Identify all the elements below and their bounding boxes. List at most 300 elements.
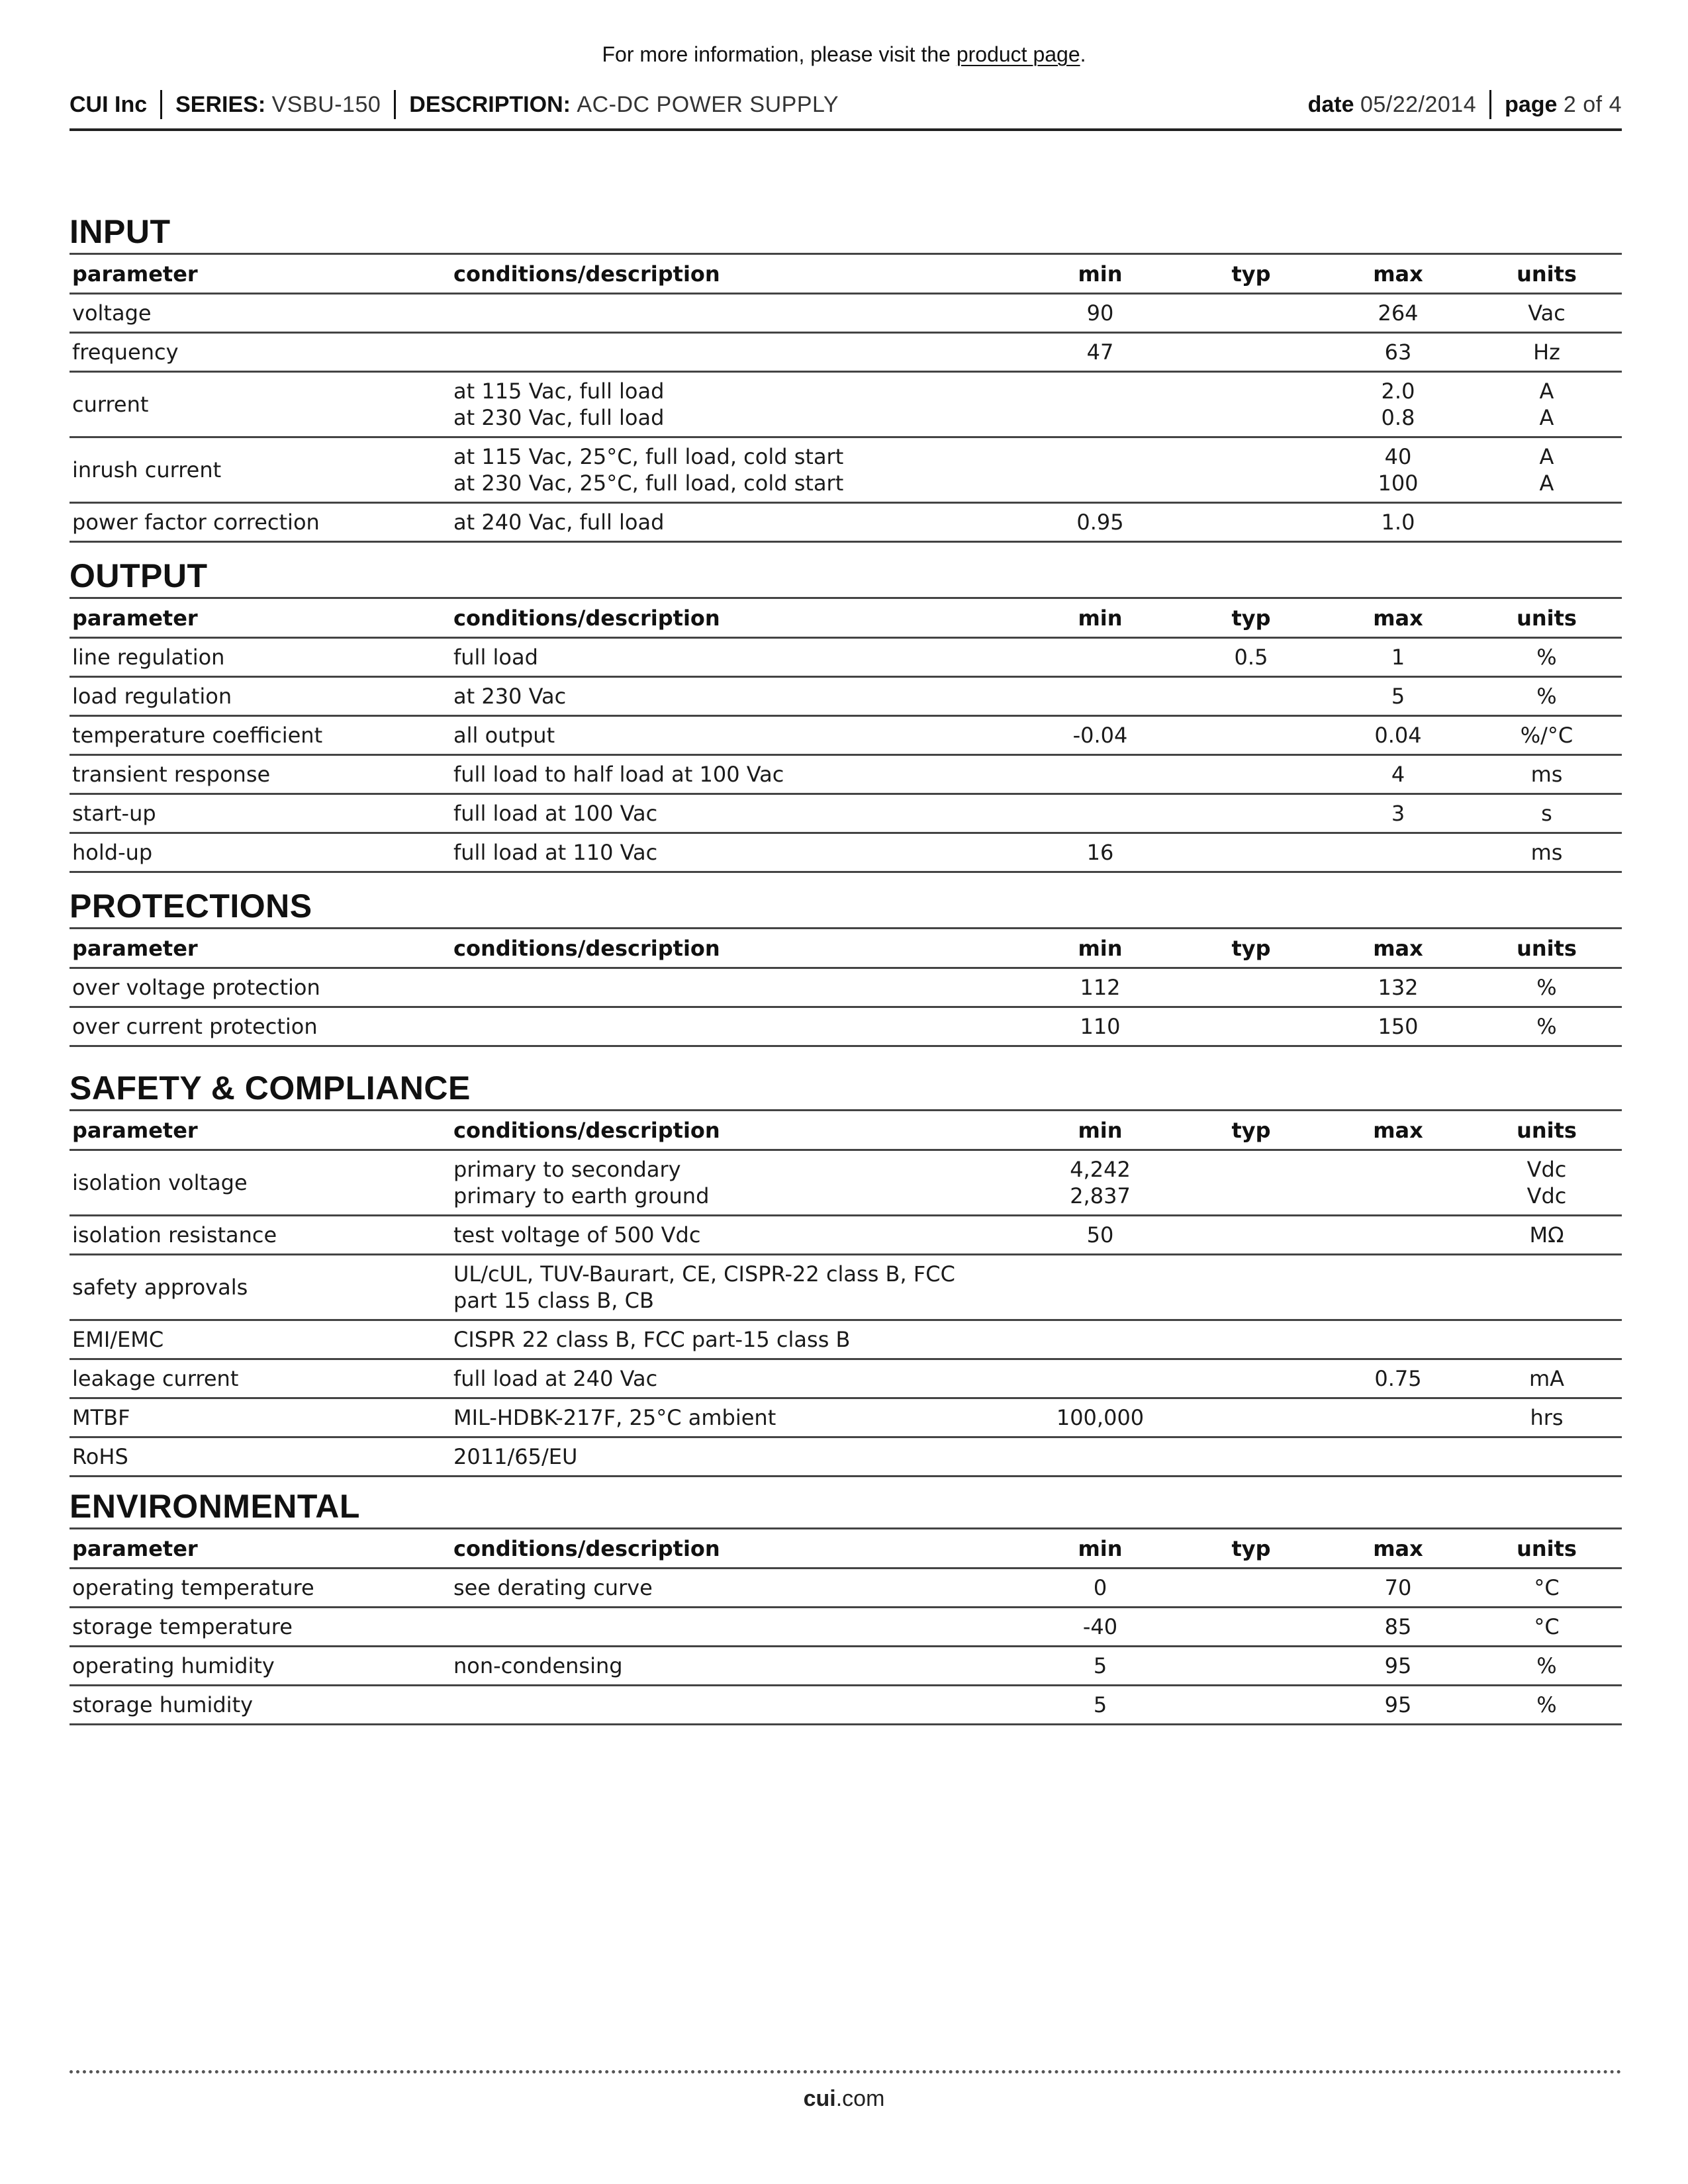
cell-units bbox=[1472, 1150, 1622, 1216]
cell-line: 1 bbox=[1391, 645, 1405, 670]
cell-line: 0.95 bbox=[1076, 510, 1124, 535]
table-header-row bbox=[70, 1529, 1622, 1569]
cell-conditions bbox=[451, 968, 1023, 1007]
top-note-suffix: . bbox=[1080, 42, 1086, 66]
cell-conditions bbox=[451, 1216, 1023, 1255]
cell-units bbox=[1472, 503, 1622, 542]
cell-parameter: isolation voltage bbox=[70, 1150, 451, 1216]
cell-conditions bbox=[451, 638, 1023, 677]
cell-min bbox=[1023, 1686, 1178, 1725]
column-header-units: units bbox=[1472, 1529, 1622, 1569]
column-header-parameter: parameter bbox=[70, 1529, 451, 1569]
cell-parameter: hold-up bbox=[70, 833, 451, 872]
cell-line: % bbox=[1536, 1014, 1557, 1039]
cell-line: UL/cUL, TUV-Baurart, CE, CISPR-22 class B, FCC bbox=[453, 1261, 955, 1287]
header-rule bbox=[70, 128, 1622, 131]
cell-units bbox=[1472, 437, 1622, 503]
cell-parameter: load regulation bbox=[70, 677, 451, 716]
cell-typ bbox=[1178, 1686, 1325, 1725]
table-row bbox=[70, 1359, 1622, 1398]
cell-units bbox=[1472, 1608, 1622, 1647]
column-header-parameter: parameter bbox=[70, 254, 451, 294]
column-header-max: max bbox=[1325, 1529, 1472, 1569]
cell-max bbox=[1325, 833, 1472, 872]
cell-line: % bbox=[1536, 975, 1557, 1000]
cell-line: MΩ bbox=[1529, 1222, 1564, 1248]
cell-line: 0.8 bbox=[1381, 405, 1415, 430]
cell-units bbox=[1472, 638, 1622, 677]
cell-max bbox=[1325, 1255, 1472, 1320]
cell-units bbox=[1472, 1216, 1622, 1255]
cell-min bbox=[1023, 1437, 1178, 1477]
cell-conditions bbox=[451, 1359, 1023, 1398]
description-value: AC-DC POWER SUPPLY bbox=[577, 91, 839, 117]
cell-line: ms bbox=[1530, 840, 1563, 865]
cell-conditions bbox=[451, 372, 1023, 437]
cell-units bbox=[1472, 794, 1622, 833]
cell-units bbox=[1472, 372, 1622, 437]
cell-line: CISPR 22 class B, FCC part-15 class B bbox=[453, 1327, 851, 1352]
table-row bbox=[70, 968, 1622, 1007]
column-header-units: units bbox=[1472, 598, 1622, 638]
cell-line: 50 bbox=[1086, 1222, 1114, 1248]
cell-line: hrs bbox=[1530, 1405, 1564, 1430]
cell-parameter: inrush current bbox=[70, 437, 451, 503]
column-header-max: max bbox=[1325, 254, 1472, 294]
table-row bbox=[70, 1320, 1622, 1359]
footer bbox=[0, 2086, 1688, 2112]
cell-parameter: voltage bbox=[70, 294, 451, 333]
cell-typ bbox=[1178, 1255, 1325, 1320]
series-label: SERIES: bbox=[175, 91, 266, 117]
top-note-text: For more information, please visit the bbox=[602, 42, 951, 66]
cell-typ bbox=[1178, 294, 1325, 333]
cell-line: full load at 110 Vac bbox=[453, 840, 658, 865]
cell-line: 5 bbox=[1391, 684, 1405, 709]
cell-max bbox=[1325, 1398, 1472, 1437]
footer-divider bbox=[70, 2070, 1622, 2073]
section-environmental bbox=[70, 1485, 1622, 1725]
section-title: ENVIRONMENTAL bbox=[70, 1488, 360, 1525]
cell-conditions bbox=[451, 1150, 1023, 1216]
section-safety-compliance bbox=[70, 1067, 1622, 1477]
cell-conditions bbox=[451, 716, 1023, 755]
cell-line: 95 bbox=[1384, 1653, 1412, 1678]
table-row bbox=[70, 1007, 1622, 1046]
table-header-row bbox=[70, 254, 1622, 294]
cell-min bbox=[1023, 1608, 1178, 1647]
table-row bbox=[70, 1255, 1622, 1320]
cell-line: full load to half load at 100 Vac bbox=[453, 762, 784, 787]
cell-conditions bbox=[451, 437, 1023, 503]
cell-min bbox=[1023, 968, 1178, 1007]
cell-units bbox=[1472, 677, 1622, 716]
cell-typ bbox=[1178, 833, 1325, 872]
table-row bbox=[70, 372, 1622, 437]
cell-parameter: operating temperature bbox=[70, 1569, 451, 1608]
table-header-row bbox=[70, 1111, 1622, 1150]
cell-conditions bbox=[451, 333, 1023, 372]
cell-min bbox=[1023, 503, 1178, 542]
column-header-units: units bbox=[1472, 254, 1622, 294]
table-row bbox=[70, 437, 1622, 503]
cell-line: 0 bbox=[1093, 1575, 1107, 1600]
cell-line: 3 bbox=[1391, 801, 1405, 826]
cell-max bbox=[1325, 503, 1472, 542]
cell-parameter: EMI/EMC bbox=[70, 1320, 451, 1359]
cell-line: A bbox=[1539, 379, 1554, 404]
cell-max bbox=[1325, 294, 1472, 333]
cell-parameter: over voltage protection bbox=[70, 968, 451, 1007]
cell-units bbox=[1472, 1686, 1622, 1725]
cell-parameter: current bbox=[70, 372, 451, 437]
cell-min bbox=[1023, 437, 1178, 503]
column-header-min: min bbox=[1023, 929, 1178, 968]
cell-line: A bbox=[1539, 471, 1554, 496]
cell-line: primary to earth ground bbox=[453, 1183, 710, 1208]
cell-line: 1.0 bbox=[1381, 510, 1415, 535]
cell-line: at 230 Vac, 25°C, full load, cold start bbox=[453, 471, 844, 496]
spec-table bbox=[70, 1109, 1622, 1477]
spec-table bbox=[70, 597, 1622, 873]
cell-min bbox=[1023, 1569, 1178, 1608]
cell-conditions bbox=[451, 833, 1023, 872]
cell-max bbox=[1325, 968, 1472, 1007]
cell-min bbox=[1023, 1647, 1178, 1686]
section-title: PROTECTIONS bbox=[70, 887, 312, 925]
cell-conditions bbox=[451, 1398, 1023, 1437]
spec-table bbox=[70, 1527, 1622, 1725]
cell-line: 132 bbox=[1378, 975, 1419, 1000]
column-header-conditions: conditions/description bbox=[451, 1111, 1023, 1150]
column-header-typ: typ bbox=[1178, 929, 1325, 968]
cell-typ bbox=[1178, 503, 1325, 542]
table-row bbox=[70, 1398, 1622, 1437]
column-header-min: min bbox=[1023, 1111, 1178, 1150]
cell-min bbox=[1023, 1359, 1178, 1398]
cell-typ bbox=[1178, 1216, 1325, 1255]
cell-line: at 230 Vac, full load bbox=[453, 405, 665, 430]
cell-parameter: frequency bbox=[70, 333, 451, 372]
cell-line: 0.5 bbox=[1234, 645, 1268, 670]
cell-line: A bbox=[1539, 444, 1554, 469]
cell-max bbox=[1325, 1437, 1472, 1477]
cell-line: full load at 240 Vac bbox=[453, 1366, 658, 1391]
cell-units bbox=[1472, 333, 1622, 372]
cell-line: 264 bbox=[1378, 300, 1419, 326]
cell-line: part 15 class B, CB bbox=[453, 1288, 654, 1313]
table-row bbox=[70, 1686, 1622, 1725]
cell-typ bbox=[1178, 1569, 1325, 1608]
cell-line: 2,837 bbox=[1070, 1183, 1131, 1208]
cell-line: 100 bbox=[1378, 471, 1419, 496]
cell-line: 2011/65/EU bbox=[453, 1444, 578, 1469]
cell-units bbox=[1472, 1359, 1622, 1398]
cell-parameter: storage humidity bbox=[70, 1686, 451, 1725]
cell-conditions bbox=[451, 794, 1023, 833]
cell-line: 150 bbox=[1378, 1014, 1419, 1039]
cell-line: 2.0 bbox=[1381, 379, 1415, 404]
cell-units bbox=[1472, 1398, 1622, 1437]
cell-parameter: line regulation bbox=[70, 638, 451, 677]
column-header-units: units bbox=[1472, 1111, 1622, 1150]
cell-max bbox=[1325, 716, 1472, 755]
cell-line: s bbox=[1541, 801, 1552, 826]
cell-min bbox=[1023, 333, 1178, 372]
cell-line: 47 bbox=[1086, 340, 1114, 365]
column-header-max: max bbox=[1325, 929, 1472, 968]
table-row bbox=[70, 716, 1622, 755]
cell-line: 16 bbox=[1086, 840, 1114, 865]
cell-line: Hz bbox=[1533, 340, 1560, 365]
cell-conditions bbox=[451, 1569, 1023, 1608]
cell-min bbox=[1023, 638, 1178, 677]
cell-typ bbox=[1178, 968, 1325, 1007]
cell-line: full load bbox=[453, 645, 538, 670]
cell-line: 70 bbox=[1384, 1575, 1412, 1600]
cell-max bbox=[1325, 1320, 1472, 1359]
cell-parameter: power factor correction bbox=[70, 503, 451, 542]
table-row bbox=[70, 1608, 1622, 1647]
section-title: INPUT bbox=[70, 213, 171, 250]
cell-typ bbox=[1178, 716, 1325, 755]
cell-conditions bbox=[451, 503, 1023, 542]
cell-max bbox=[1325, 1150, 1472, 1216]
cell-typ bbox=[1178, 1398, 1325, 1437]
cell-line: Vdc bbox=[1526, 1183, 1567, 1208]
cell-max bbox=[1325, 794, 1472, 833]
cell-line: non-condensing bbox=[453, 1653, 623, 1678]
cell-parameter: safety approvals bbox=[70, 1255, 451, 1320]
column-header-units: units bbox=[1472, 929, 1622, 968]
description-label: DESCRIPTION: bbox=[409, 91, 571, 117]
cell-line: 4 bbox=[1391, 762, 1405, 787]
cell-typ bbox=[1178, 1359, 1325, 1398]
cell-conditions bbox=[451, 1647, 1023, 1686]
cell-conditions bbox=[451, 1608, 1023, 1647]
cell-line: test voltage of 500 Vdc bbox=[453, 1222, 701, 1248]
cell-typ bbox=[1178, 333, 1325, 372]
cell-min bbox=[1023, 1216, 1178, 1255]
cell-line: full load at 100 Vac bbox=[453, 801, 658, 826]
cell-min bbox=[1023, 677, 1178, 716]
cell-units bbox=[1472, 1647, 1622, 1686]
cell-conditions bbox=[451, 1007, 1023, 1046]
cell-max bbox=[1325, 437, 1472, 503]
cell-line: 100,000 bbox=[1056, 1405, 1145, 1430]
section-title: OUTPUT bbox=[70, 557, 208, 594]
column-header-parameter: parameter bbox=[70, 1111, 451, 1150]
cell-line: Vdc bbox=[1526, 1157, 1567, 1182]
cell-min bbox=[1023, 755, 1178, 794]
column-header-typ: typ bbox=[1178, 1529, 1325, 1569]
cell-line: 40 bbox=[1384, 444, 1412, 469]
table-row bbox=[70, 755, 1622, 794]
table-row bbox=[70, 333, 1622, 372]
cell-max bbox=[1325, 333, 1472, 372]
section-input bbox=[70, 210, 1622, 543]
cell-line: % bbox=[1536, 1692, 1557, 1717]
column-header-parameter: parameter bbox=[70, 598, 451, 638]
cell-units bbox=[1472, 968, 1622, 1007]
cell-max bbox=[1325, 1647, 1472, 1686]
cell-max bbox=[1325, 372, 1472, 437]
cell-conditions bbox=[451, 1686, 1023, 1725]
cell-line: at 115 Vac, 25°C, full load, cold start bbox=[453, 444, 844, 469]
cell-typ bbox=[1178, 372, 1325, 437]
table-row bbox=[70, 503, 1622, 542]
cell-line: 95 bbox=[1384, 1692, 1412, 1717]
date-value: 05/22/2014 bbox=[1360, 91, 1477, 117]
table-row bbox=[70, 294, 1622, 333]
cell-max bbox=[1325, 638, 1472, 677]
cell-max bbox=[1325, 1686, 1472, 1725]
cell-line: 0.75 bbox=[1374, 1366, 1422, 1391]
cell-parameter: transient response bbox=[70, 755, 451, 794]
table-header-row bbox=[70, 598, 1622, 638]
cell-max bbox=[1325, 1359, 1472, 1398]
cell-min bbox=[1023, 1255, 1178, 1320]
cell-typ bbox=[1178, 1007, 1325, 1046]
cell-line: °C bbox=[1534, 1575, 1560, 1600]
section-protections bbox=[70, 885, 1622, 1047]
column-header-conditions: conditions/description bbox=[451, 1529, 1023, 1569]
page-label: page bbox=[1505, 91, 1558, 117]
cell-typ bbox=[1178, 1150, 1325, 1216]
cell-line: 0.04 bbox=[1374, 723, 1422, 748]
cell-line: primary to secondary bbox=[453, 1157, 681, 1182]
cell-line: 5 bbox=[1093, 1653, 1107, 1678]
table-row bbox=[70, 1569, 1622, 1608]
cell-line: at 115 Vac, full load bbox=[453, 379, 665, 404]
column-header-parameter: parameter bbox=[70, 929, 451, 968]
cell-line: %/°C bbox=[1520, 723, 1573, 748]
cell-min bbox=[1023, 294, 1178, 333]
table-header-row bbox=[70, 929, 1622, 968]
column-header-min: min bbox=[1023, 598, 1178, 638]
column-header-typ: typ bbox=[1178, 598, 1325, 638]
table-row bbox=[70, 1647, 1622, 1686]
cell-parameter: temperature coefficient bbox=[70, 716, 451, 755]
column-header-max: max bbox=[1325, 598, 1472, 638]
cell-units bbox=[1472, 1569, 1622, 1608]
cell-line: ms bbox=[1530, 762, 1563, 787]
cell-units bbox=[1472, 833, 1622, 872]
series-value: VSBU-150 bbox=[271, 91, 381, 117]
cell-parameter: operating humidity bbox=[70, 1647, 451, 1686]
cell-parameter: start-up bbox=[70, 794, 451, 833]
cell-line: all output bbox=[453, 723, 555, 748]
cell-typ bbox=[1178, 1437, 1325, 1477]
cell-max bbox=[1325, 1007, 1472, 1046]
cell-min bbox=[1023, 794, 1178, 833]
cell-parameter: MTBF bbox=[70, 1398, 451, 1437]
header-separator bbox=[160, 90, 162, 119]
cell-line: % bbox=[1536, 1653, 1557, 1678]
cell-conditions bbox=[451, 677, 1023, 716]
cell-line: -40 bbox=[1082, 1614, 1118, 1639]
cell-typ bbox=[1178, 1320, 1325, 1359]
date-label: date bbox=[1307, 91, 1354, 117]
spec-table bbox=[70, 927, 1622, 1047]
table-row bbox=[70, 677, 1622, 716]
cell-conditions bbox=[451, 1320, 1023, 1359]
table-row bbox=[70, 1150, 1622, 1216]
cell-min bbox=[1023, 1398, 1178, 1437]
column-header-max: max bbox=[1325, 1111, 1472, 1150]
section-title: SAFETY & COMPLIANCE bbox=[70, 1069, 471, 1107]
cell-units bbox=[1472, 1437, 1622, 1477]
table-row bbox=[70, 833, 1622, 872]
column-header-min: min bbox=[1023, 1529, 1178, 1569]
column-header-conditions: conditions/description bbox=[451, 929, 1023, 968]
cell-min bbox=[1023, 833, 1178, 872]
cell-line: % bbox=[1536, 684, 1557, 709]
cell-line: 63 bbox=[1384, 340, 1412, 365]
cell-typ bbox=[1178, 1608, 1325, 1647]
cell-line: °C bbox=[1534, 1614, 1560, 1639]
cell-conditions bbox=[451, 755, 1023, 794]
footer-domain: .com bbox=[835, 2086, 885, 2111]
cell-typ bbox=[1178, 638, 1325, 677]
cell-min bbox=[1023, 372, 1178, 437]
footer-brand: cui bbox=[803, 2086, 836, 2111]
cell-line: 110 bbox=[1080, 1014, 1121, 1039]
cell-typ bbox=[1178, 677, 1325, 716]
spec-table bbox=[70, 253, 1622, 543]
cell-line: see derating curve bbox=[453, 1575, 653, 1600]
cell-line: Vac bbox=[1528, 300, 1566, 326]
cell-typ bbox=[1178, 755, 1325, 794]
cell-max bbox=[1325, 1608, 1472, 1647]
cell-min bbox=[1023, 1320, 1178, 1359]
cell-parameter: leakage current bbox=[70, 1359, 451, 1398]
cell-max bbox=[1325, 677, 1472, 716]
cell-line: % bbox=[1536, 645, 1557, 670]
cell-line: 90 bbox=[1086, 300, 1114, 326]
cell-units bbox=[1472, 716, 1622, 755]
cell-min bbox=[1023, 1150, 1178, 1216]
cell-line: 112 bbox=[1080, 975, 1121, 1000]
cell-line: MIL-HDBK-217F, 25°C ambient bbox=[453, 1405, 776, 1430]
cell-line: at 230 Vac bbox=[453, 684, 567, 709]
cell-max bbox=[1325, 1216, 1472, 1255]
top-note bbox=[0, 42, 1688, 67]
cell-units bbox=[1472, 1007, 1622, 1046]
column-header-typ: typ bbox=[1178, 254, 1325, 294]
cell-parameter: isolation resistance bbox=[70, 1216, 451, 1255]
product-page-link[interactable]: product page bbox=[956, 42, 1080, 66]
cell-line: 4,242 bbox=[1070, 1157, 1131, 1182]
column-header-conditions: conditions/description bbox=[451, 254, 1023, 294]
table-row bbox=[70, 1437, 1622, 1477]
cell-typ bbox=[1178, 437, 1325, 503]
cell-line: 85 bbox=[1384, 1614, 1412, 1639]
cell-line: A bbox=[1539, 405, 1554, 430]
cell-max bbox=[1325, 1569, 1472, 1608]
table-row bbox=[70, 1216, 1622, 1255]
section-output bbox=[70, 555, 1622, 873]
cell-units bbox=[1472, 755, 1622, 794]
column-header-conditions: conditions/description bbox=[451, 598, 1023, 638]
cell-units bbox=[1472, 1255, 1622, 1320]
cell-conditions bbox=[451, 294, 1023, 333]
cell-parameter: storage temperature bbox=[70, 1608, 451, 1647]
cell-max bbox=[1325, 755, 1472, 794]
cell-parameter: over current protection bbox=[70, 1007, 451, 1046]
cell-conditions bbox=[451, 1437, 1023, 1477]
page-number: 2 of 4 bbox=[1563, 91, 1622, 117]
